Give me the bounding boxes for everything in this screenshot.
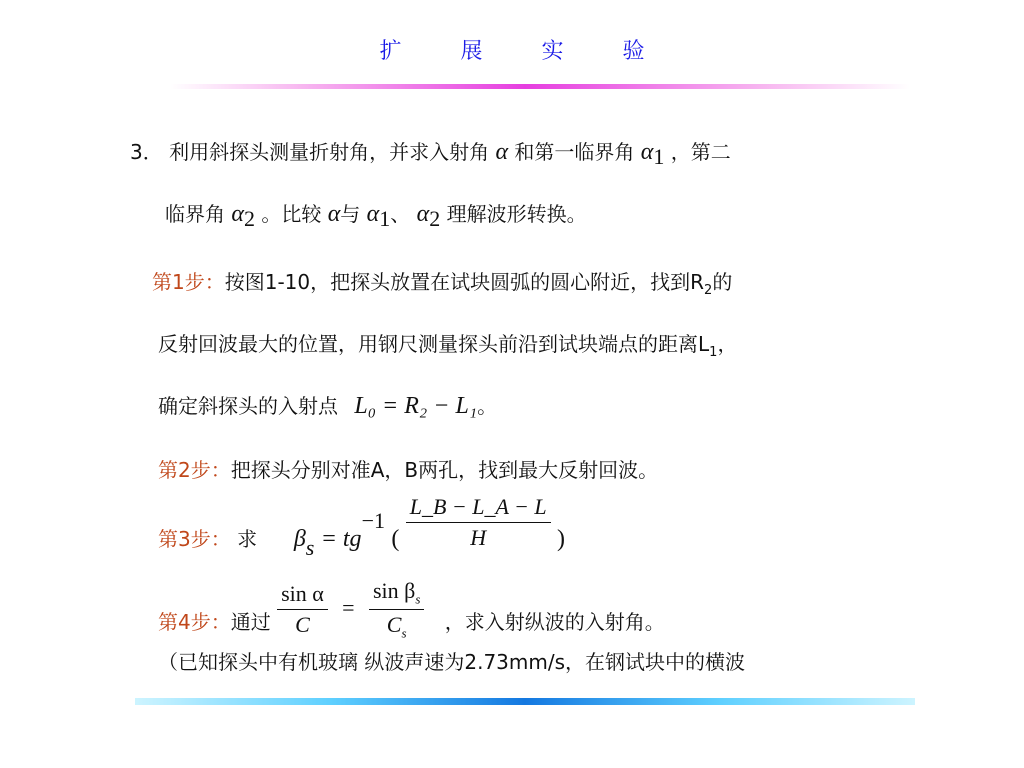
step1-text-b: 的	[712, 270, 733, 294]
step3-text: 求	[237, 527, 258, 551]
item3-line2-c: 与	[340, 202, 361, 226]
title-char-3: 实	[541, 39, 564, 64]
alpha2-subscript: 2	[243, 206, 255, 231]
incidence-point-formula: L₀ = R₂ − L₁	[354, 393, 478, 419]
item3-text-c: ，第二	[670, 140, 731, 164]
step4-label: 第4步：	[158, 610, 231, 635]
right-numerator-sub: s	[415, 591, 421, 607]
l1-subscript: 1	[709, 345, 718, 360]
step3-fraction	[406, 494, 551, 551]
step3-line	[158, 494, 565, 560]
title-char-2: 展	[460, 39, 483, 64]
item3-line1	[130, 136, 731, 170]
alpha-compare-2: α	[416, 201, 430, 227]
step4-line	[158, 578, 665, 642]
step1-line2-text: 反射回波最大的位置，用钢尺测量探头前沿到试块端点的距离L	[158, 332, 710, 356]
item3-line2-d: 理解波形转换。	[446, 202, 587, 226]
item3-line2	[165, 198, 587, 232]
note-text: （已知探头中有机玻璃 纵波声速为2.73mm/s，在钢试块中的横波	[158, 650, 746, 674]
step2-label: 第2步：	[158, 458, 231, 482]
inverse-superscript: −1	[361, 508, 385, 534]
item3-line2-a: 临界角	[165, 202, 225, 226]
note-line	[158, 646, 745, 675]
r2-subscript: 2	[704, 283, 713, 298]
alpha-compare-1-sub: 1	[379, 206, 391, 231]
item3-text-b: 和第一临界角	[514, 140, 635, 164]
formula-period: 。	[477, 394, 498, 418]
step4-left-fraction	[277, 581, 328, 638]
step1-text-a: 按图1-10，把探头放置在试块圆弧的圆心附近，找到R	[224, 270, 705, 294]
right-denominator-wrap	[369, 610, 424, 641]
top-divider	[170, 84, 910, 89]
step1-line2	[158, 328, 737, 360]
step3-label: 第3步：	[158, 527, 231, 551]
alpha-compare-1: α	[366, 201, 380, 227]
step1-line2-end: ，	[717, 332, 738, 356]
right-denominator-sub: s	[401, 625, 407, 641]
title-char-4: 验	[622, 39, 645, 64]
item3-line2-b: 。比较	[261, 202, 322, 226]
separator: 、	[390, 202, 411, 226]
title-char-1: 扩	[379, 39, 402, 64]
step2-text: 把探头分别对准A，B两孔，找到最大反射回波。	[230, 458, 659, 482]
step3-numerator: L_B − L_A − L	[406, 494, 551, 523]
alpha-compare-symbol: α	[327, 201, 341, 227]
step4-equals: =	[342, 595, 355, 621]
left-denominator: C	[295, 612, 310, 638]
item3-number: 3．	[130, 140, 163, 164]
open-paren: (	[391, 526, 400, 552]
beta-s-subscript: s	[305, 535, 315, 560]
alpha2-symbol: α	[231, 201, 244, 227]
alpha-symbol: α	[495, 139, 509, 165]
alpha1-symbol: α	[640, 139, 654, 165]
slide-title	[0, 34, 1024, 65]
step1-line3-text: 确定斜探头的入射点	[158, 394, 338, 418]
step1-line1	[152, 266, 732, 298]
close-paren: )	[556, 526, 565, 552]
step3-denominator: H	[470, 525, 487, 550]
alpha1-subscript: 1	[653, 144, 665, 169]
step4-right-fraction	[369, 578, 424, 642]
beta-s-symbol: β	[293, 526, 306, 552]
step2-line	[158, 454, 658, 483]
step1-label: 第1步：	[152, 270, 225, 294]
tg-operator: = tg	[320, 526, 362, 552]
left-numerator: sin α	[277, 581, 328, 610]
alpha-compare-2-sub: 2	[429, 206, 441, 231]
step1-line3	[158, 390, 497, 420]
bottom-divider	[135, 698, 915, 705]
right-numerator-wrap	[369, 578, 424, 610]
step4-text-b: ，求入射纵波的入射角。	[444, 610, 665, 635]
right-denominator: C	[386, 612, 402, 638]
right-numerator: sin β	[372, 578, 416, 603]
item3-text-a: 利用斜探头测量折射角，并求入射角	[169, 140, 490, 164]
step4-text-a: 通过	[230, 610, 271, 635]
